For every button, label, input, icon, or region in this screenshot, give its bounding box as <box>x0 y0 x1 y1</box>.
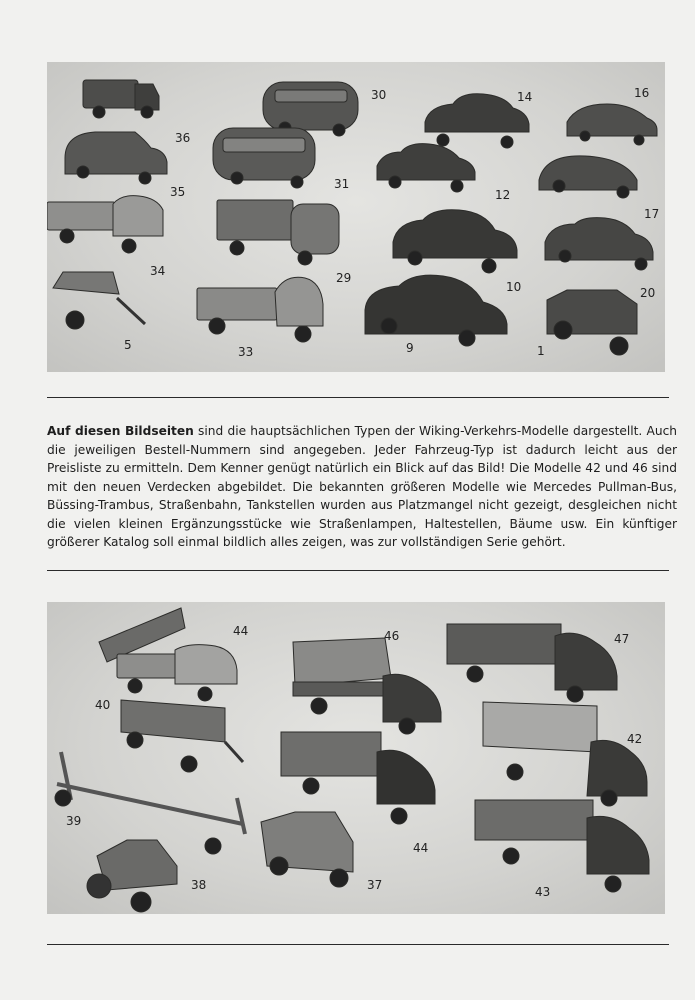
model-number-label: 5 <box>124 338 132 352</box>
model-number-label: 14 <box>517 90 533 104</box>
model-34-truck <box>47 196 163 253</box>
model-47-truck <box>447 624 617 702</box>
model-number-label: 44 <box>233 624 249 638</box>
model-number-label: 38 <box>191 878 207 892</box>
model-number-label: 10 <box>506 280 522 294</box>
model-number-label: 9 <box>406 341 414 355</box>
model-39-trailer <box>55 752 245 854</box>
model-44-tipper <box>99 608 237 701</box>
model-43-truck <box>475 800 649 892</box>
model-number-label: 30 <box>371 88 387 102</box>
model-number-label: 44 <box>413 841 429 855</box>
bottom-model-photo <box>47 602 665 914</box>
model-5-trailer <box>53 272 145 329</box>
model-1-jeep <box>547 290 637 355</box>
model-17-car <box>539 156 637 198</box>
model-number-label: 20 <box>640 286 656 300</box>
model-14-car <box>425 94 529 148</box>
model-20-car <box>545 218 653 270</box>
model-number-label: 29 <box>336 271 352 285</box>
model-29-truck <box>217 200 339 265</box>
model-38-tractor <box>87 840 177 912</box>
model-number-label: 16 <box>634 86 650 100</box>
model-40-trailer <box>121 700 243 772</box>
model-31-bus <box>213 128 315 188</box>
model-number-label: 46 <box>384 629 400 643</box>
model-37-unimog <box>261 812 353 887</box>
model-12-car <box>377 144 475 192</box>
intro-paragraph <box>47 422 677 552</box>
model-number-label: 1 <box>537 344 545 358</box>
model-35-van <box>65 132 167 184</box>
model-number-label: 35 <box>170 185 186 199</box>
divider-rule <box>47 944 669 945</box>
model-16-car <box>567 104 657 145</box>
model-number-label: 17 <box>644 207 660 221</box>
model-number-label: 43 <box>535 885 551 899</box>
model-9-car <box>365 275 507 346</box>
model-number-label: 12 <box>495 188 511 202</box>
divider-rule <box>47 570 669 571</box>
model-number-label: 40 <box>95 698 111 712</box>
model-number-label: 47 <box>614 632 630 646</box>
model-number-label: 42 <box>627 732 643 746</box>
top-model-photo <box>47 62 665 372</box>
model-number-label: 37 <box>367 878 383 892</box>
model-44-truck <box>281 732 435 824</box>
model-46-truck <box>293 638 441 734</box>
top-vehicles-illustration <box>47 62 665 372</box>
model-number-label: 33 <box>238 345 254 359</box>
model-number-label: 31 <box>334 177 350 191</box>
model-10-car <box>393 210 517 273</box>
model-36-truck <box>83 80 159 118</box>
intro-bold-lead: Auf diesen Bildseiten <box>47 424 194 438</box>
model-number-label: 34 <box>150 264 166 278</box>
bottom-vehicles-illustration <box>47 602 665 914</box>
intro-body-text: sind die hauptsächlichen Typen der Wiking-Verkehrs-Modelle dargestellt. Auch die jeweiligen Bestell-Nummern sind angegeben. Jeder Fahrzeug-Typ ist dadurch leicht aus der Preisliste zu ermitteln. Dem Kenner genügt natürlich ein Blick auf das Bild! Die Modelle 42 und 46 sind mit den neuen Verdecken abgebildet. Die bekannten größeren Modelle wie Mercedes Pullman-Bus, Büssing-Trambus, Straßenbahn, Tankstellen wurden aus Platzmangel nicht gezeigt, desgleichen nicht die vielen kleinen Ergänzungsstücke wie Straßenlampen, Haltestellen, Bäume usw. Ein künftiger größerer Katalog soll einmal bildlich alles zeigen, was zur vollständigen Serie gehört. <box>47 424 677 549</box>
model-42-truck <box>483 702 647 806</box>
model-number-label: 36 <box>175 131 191 145</box>
model-33-truck <box>197 277 323 342</box>
model-number-label: 39 <box>66 814 82 828</box>
divider-rule <box>47 397 669 398</box>
